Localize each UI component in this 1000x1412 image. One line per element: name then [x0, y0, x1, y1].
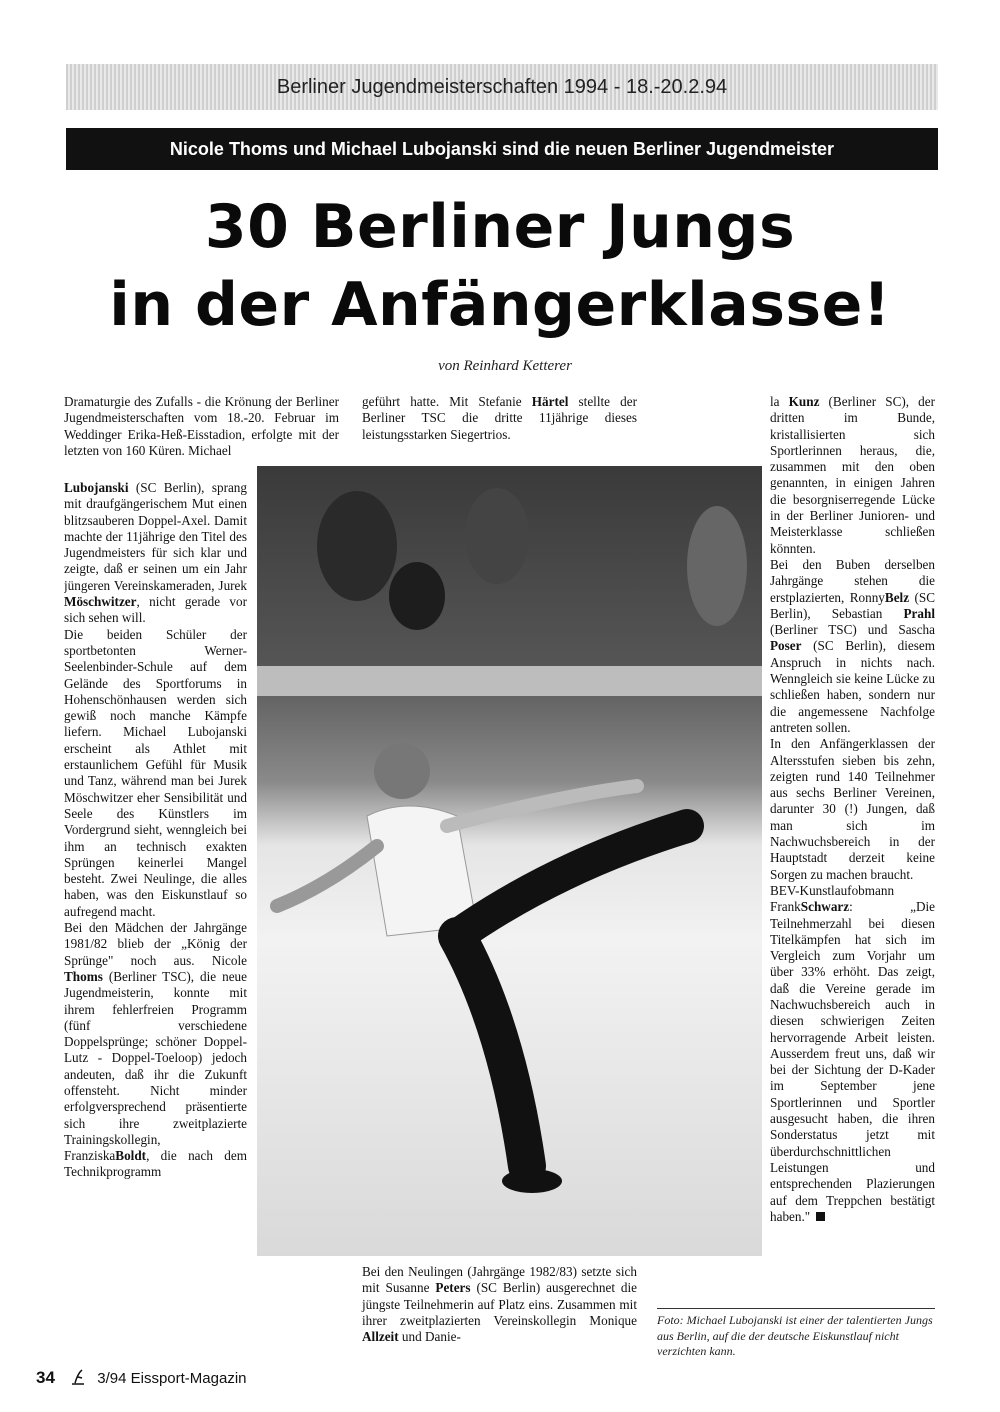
end-mark — [816, 1212, 825, 1221]
name-bold: Möschwitzer — [64, 594, 137, 610]
issue-label: 3/94 Eissport-Magazin — [97, 1370, 247, 1387]
column-2-bottom — [362, 1264, 637, 1345]
photo-caption: Foto: Michael Lubojanski ist einer der talentierten Jungs aus Berlin, auf die der deutsche Eiskunstlauf nicht verzichten kann. — [657, 1308, 935, 1360]
subtitle: Nicole Thoms und Michael Lubojanski sind die neuen Berliner Jugendmeister — [169, 139, 835, 159]
text: Bei den Buben derselben Jahrgänge stehen die erstplazierten, Ronny — [770, 556, 935, 605]
text: (SC Berlin), sprang mit draufgängerischem Mut einen blitzsauberen Doppel-Axel. Damit machte der 11jährige den Titel des Jugendmeisters für sich klar und zeigte, daß er seinen um ein Jahr jüngeren Vereinskameraden, Jurek — [64, 480, 247, 593]
headline-line-1: 30 Berliner Jungs — [204, 192, 796, 262]
paragraph — [64, 394, 339, 459]
name-bold: Peters — [435, 1280, 471, 1296]
text: Die beiden Schüler der sportbetonten Werner-Seelenbinder-Schule auf dem Gelände des Sportforums in Hohenschönhausen werden sich gewiß noch manche Kämpfe liefern. Michael Lubojanski erscheint als Athlet mit erstaunlichem Gefühl für Musik und Tanz, während man bei Jurek Möschwitzer eher Sensibilität und Seele des Künstlers im Vordergrund sieht, wenngleich bei ihm an technisch exakten Sprüngen keinerlei Mangel besteht. Zwei Neulinge, die alles haben, was den Eiskunstlauf so aufregend macht. — [64, 626, 247, 919]
spectator — [317, 491, 397, 601]
byline: von Reinhard Ketterer — [438, 358, 572, 374]
page-footer — [36, 1368, 247, 1388]
photo-illustration — [257, 466, 762, 1256]
name-bold: Schwarz — [800, 899, 850, 915]
text: geführt hatte. Mit Stefanie — [362, 394, 522, 409]
headline-line-2: in der Anfängerklasse! — [109, 270, 891, 340]
paragraph — [64, 480, 247, 627]
paragraph — [64, 920, 247, 1181]
text: (SC Berlin), Sebastian — [770, 589, 936, 621]
text: (Berliner TSC), die neue Jugendmeisterin, konnte mit ihrem fehlerfreien Programm (fünf verschiedene Doppelsprünge; schöner Doppel-Lutz - Doppel-Toeloop) jedoch andeuten, daß ihr die Zukunft offensteht. Nicht minder erfolgversprechend präsentierte sich ihre zweitplazierte Trainingskollegin, Franziska — [64, 968, 247, 1164]
text: (Berliner SC), der dritten im Bunde, kristallisierten sich Sportlerinnen heraus, die, zusammen mit den oben genannten, in einigen Jahren die besorgniserregende Lücke in der Berliner Junioren- und Meisterklasse schließen könnten. — [770, 394, 935, 556]
text: Dramaturgie des Zufalls - die Krönung der Berliner Jugendmeisterschaften vom 18.-20. Februar im Weddinger Erika-Heß-Eisstadion, erfolgte mit der letzten von 160 Küren. Michael — [64, 394, 339, 458]
text: , nicht gerade vor sich sehen will. — [64, 594, 247, 626]
paragraph — [64, 627, 247, 920]
name-bold: Lubojanski — [64, 480, 129, 495]
name-bold: Härtel — [531, 394, 569, 409]
text: Bei den Mädchen der Jahrgänge 1981/82 blieb der „König der Sprünge" noch aus. Nicole — [64, 920, 247, 968]
paragraph — [362, 394, 637, 443]
name-bold: Allzeit — [362, 1329, 399, 1345]
skater-logo-icon — [69, 1368, 87, 1386]
name-bold: Prahl — [903, 605, 935, 621]
event-header — [66, 64, 938, 110]
text: und Danie- — [401, 1329, 461, 1345]
column-1-narrow — [64, 480, 247, 1260]
text: (SC Berlin) ausgerechnet die jüngste Teilnehmerin auf Platz eins. Zusammen mit ihrer zweitplazierten Vereinskollegin Monique — [362, 1280, 638, 1328]
paragraph — [362, 1264, 637, 1345]
column-1-top — [64, 394, 339, 459]
photo-skater — [257, 466, 762, 1256]
name-bold: Thoms — [64, 968, 103, 984]
skater-free-leg — [457, 826, 687, 936]
name-bold: Poser — [770, 638, 802, 654]
text: stellte der Berliner TSC die dritte 11jährige dieses leistungsstarken Siegertrios. — [362, 394, 637, 442]
text: , die nach dem Technikprogramm — [64, 1148, 247, 1180]
name-bold: Belz — [884, 589, 910, 605]
spectator — [687, 506, 747, 626]
text: la — [770, 394, 780, 409]
name-bold: Kunz — [788, 394, 820, 409]
skater-arm — [277, 846, 377, 906]
column-2-top — [362, 394, 637, 443]
rink-barrier — [257, 666, 762, 696]
skate — [502, 1169, 562, 1193]
event-title: Berliner Jugendmeisterschaften 1994 - 18.-20.2.94 — [276, 76, 728, 98]
headline — [40, 188, 960, 344]
text: BEV-Kunstlaufobmann Frank — [770, 882, 895, 915]
skater-head — [374, 743, 430, 799]
name-bold: Boldt — [115, 1148, 147, 1164]
text: (Berliner TSC) und Sascha — [770, 622, 935, 638]
text: (SC Berlin), diesem Anspruch in nichts nach. Wenngleich sie keine Lücke zu schließen haben, sondern nur die angemessene Nachfolge antreten sollen. — [770, 638, 935, 735]
subtitle-band — [66, 128, 938, 170]
skater-arm — [447, 786, 637, 826]
text: In den Anfängerklassen der Altersstufen sieben bis zehn, zeigten rund 140 Teilnehmer aus sechs Berliner Vereinen, darunter 30 (!) Jungen, daß man sich im Nachwuchsbereich in der Hauptstadt derzeit keine Sorgen zu machen braucht. — [770, 736, 935, 882]
spectator — [465, 488, 529, 584]
skater-skating-leg — [457, 936, 527, 1166]
text: Bei den Neulingen (Jahrgänge 1982/83) setzte sich mit Susanne — [362, 1264, 637, 1296]
spectator — [389, 562, 445, 630]
page-number: 34 — [36, 1368, 55, 1387]
text: : „Die Teilnehmerzahl bei diesen Titelkämpfen hat sich im Vergleich zum Vorjahr um über 33% erhöht. Das zeigt, daß die Vereine gerade im Nachwuchsbereich auch in diesen schwierigen Zeiten hervorragende Arbeit leisten. Ausserdem freut uns, daß wir bei der Sichtung der D-Kader im September jene Sportlerinnen und Sportler ausgesucht haben, die ihren Sonderstatus jetzt mit überdurchschnittlichen Leistungen und entsprechenden Plazierungen auf dem Treppchen bestätigt haben." — [770, 899, 935, 1224]
